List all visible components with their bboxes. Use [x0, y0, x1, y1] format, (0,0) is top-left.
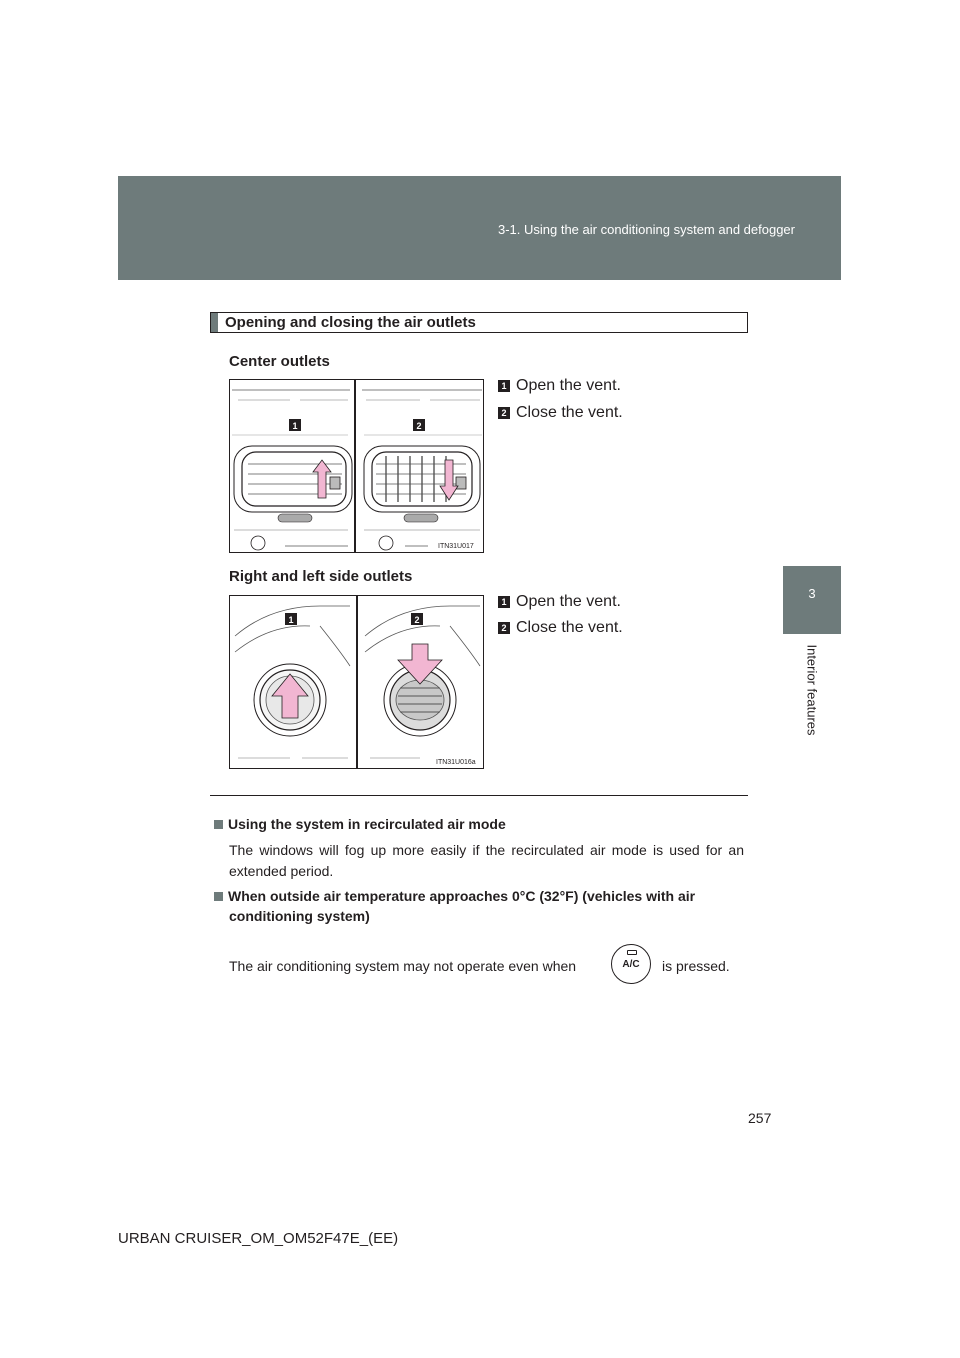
step-text: Close the vent.	[516, 404, 623, 421]
center-step-2	[498, 404, 623, 422]
step-text: Open the vent.	[516, 377, 621, 394]
step-text: Open the vent.	[516, 593, 621, 610]
note-2-heading	[214, 886, 746, 926]
side-step-2	[498, 619, 623, 637]
note-2-heading-line2: conditioning system)	[229, 908, 370, 924]
figure-label-2: 2	[416, 421, 422, 431]
step-number-box: 2	[498, 622, 510, 634]
center-vent-illustration	[230, 380, 483, 552]
side-step-1	[498, 593, 621, 611]
note-1-body: The windows will fog up more easily if the recirculated air mode is used for an extended period.	[229, 842, 744, 879]
side-vent-illustration	[230, 596, 483, 768]
header-band	[118, 176, 841, 280]
footer-doc-id: URBAN CRUISER_OM_OM52F47E_(EE)	[118, 1230, 399, 1247]
figure-code: ITN31U017	[438, 543, 474, 550]
center-outlets-figure	[229, 379, 484, 553]
step-number-box: 1	[498, 596, 510, 608]
center-outlets-title: Center outlets	[229, 353, 330, 370]
note-2-body-before: The air conditioning system may not operate even when	[229, 958, 577, 974]
note-1-heading-text: Using the system in recirculated air mode	[228, 816, 506, 832]
figure-label-2: 2	[414, 615, 420, 625]
figure-label-1: 1	[292, 421, 298, 431]
page-number: 257	[748, 1110, 772, 1126]
step-number-box: 2	[498, 407, 510, 419]
note-2-body	[229, 944, 744, 984]
ac-button-icon	[611, 944, 651, 984]
step-number-box: 1	[498, 380, 510, 392]
bullet-square-icon	[214, 820, 223, 829]
chapter-label: Interior features	[804, 644, 820, 736]
figure-code: ITN31U016a	[436, 759, 476, 766]
section-heading	[210, 312, 748, 333]
section-heading-text: Opening and closing the air outlets	[225, 314, 476, 331]
ac-button-label: A/C	[622, 959, 640, 970]
side-outlets-title: Right and left side outlets	[229, 568, 413, 585]
note-2-heading-line1: When outside air temperature approaches 0°C (32°F) (vehicles with air	[228, 888, 696, 904]
step-text: Close the vent.	[516, 619, 623, 636]
section-divider	[210, 795, 748, 796]
center-step-1	[498, 377, 621, 395]
chapter-tab	[783, 566, 841, 634]
side-outlets-figure	[229, 595, 484, 769]
bullet-square-icon	[214, 892, 223, 901]
ac-indicator-icon	[627, 950, 637, 955]
chapter-number: 3	[808, 586, 816, 601]
figure-label-1: 1	[288, 615, 294, 625]
note-2-body-after: is pressed.	[662, 958, 730, 974]
note-1-heading	[214, 814, 746, 834]
header-section-title: 3-1. Using the air conditioning system and defogger	[497, 222, 795, 237]
heading-bar	[211, 313, 218, 332]
